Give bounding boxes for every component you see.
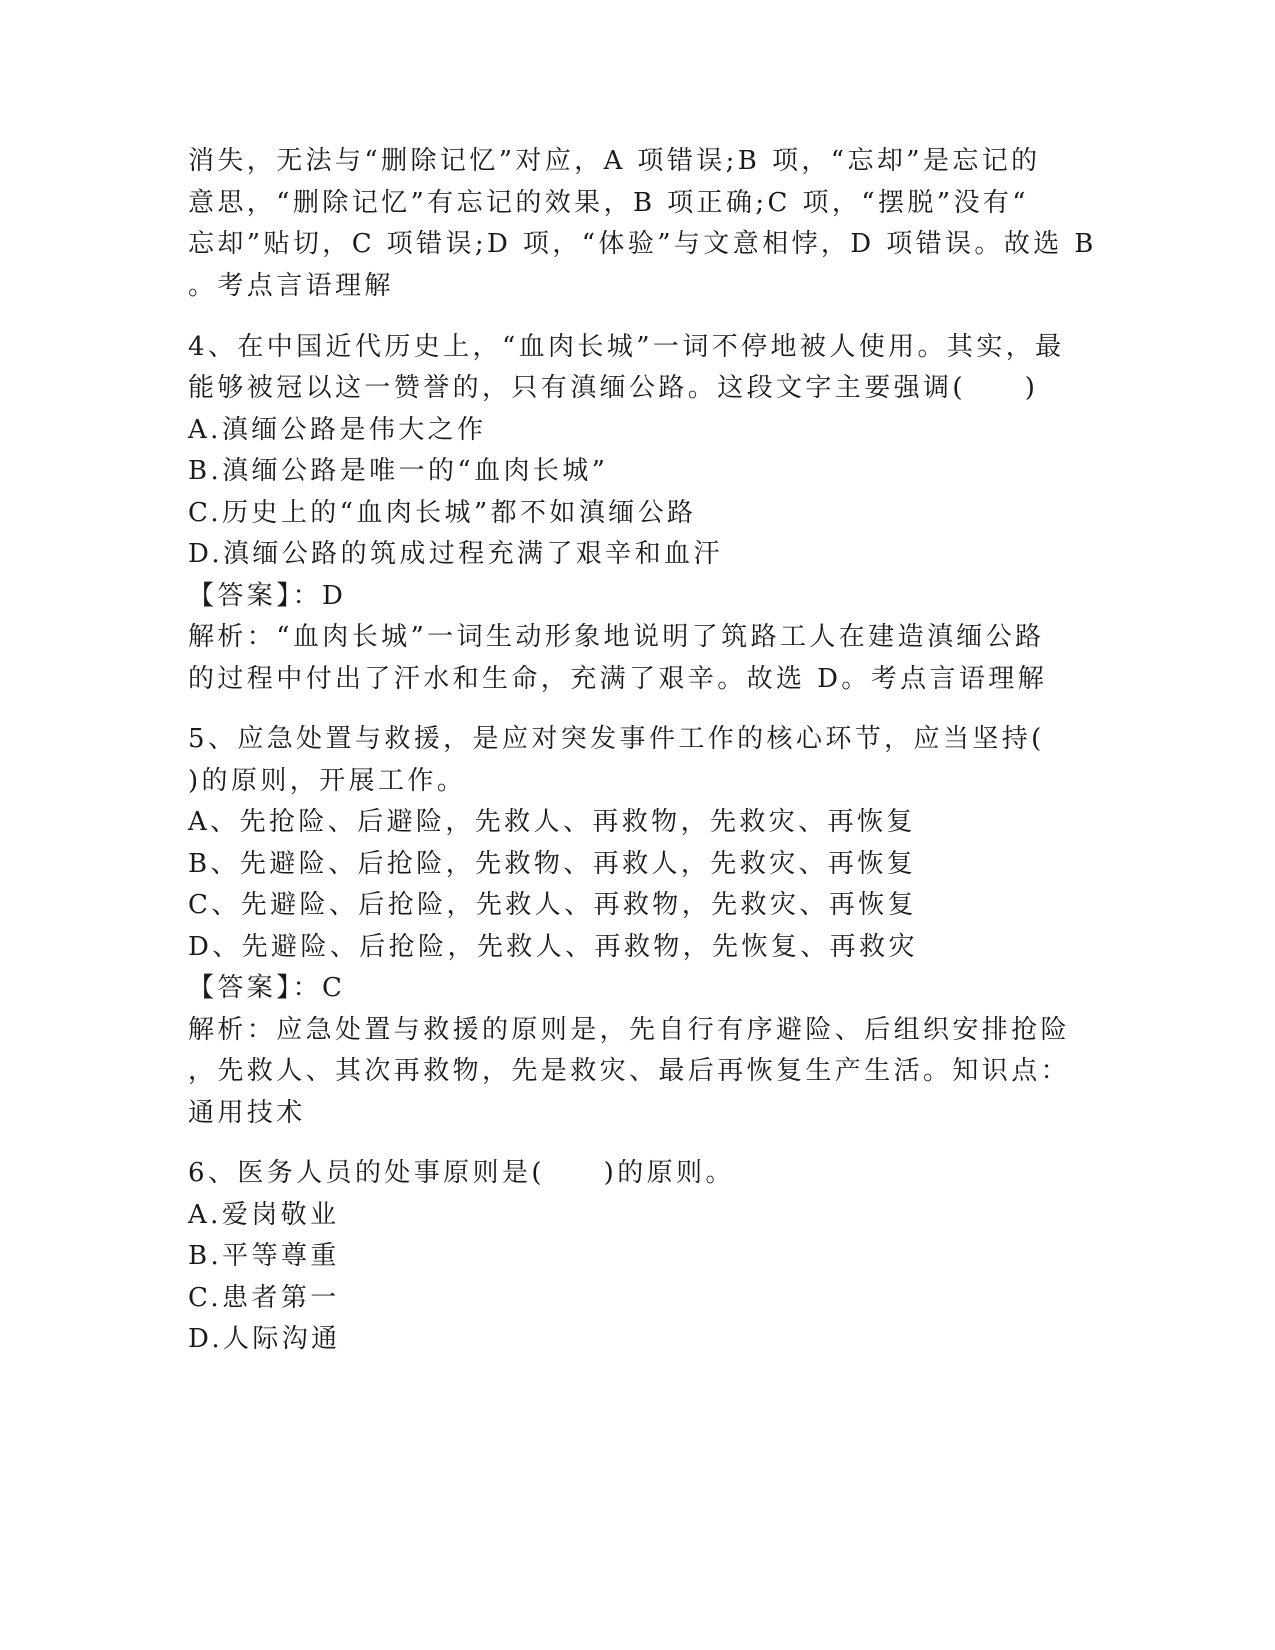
question-4-explanation: 的过程中付出了汗水和生命，充满了艰辛。故选 D。考点言语理解 — [188, 664, 1048, 694]
question-5-explanation: 解析：应急处置与救援的原则是，先自行有序避险、后组织安排抢险 — [188, 1015, 1071, 1045]
question-5-option-b: B、先避险、后抢险，先救物、再救人，先救灾、再恢复 — [188, 849, 917, 879]
question-6-option-a: A.爱岗敬业 — [188, 1200, 340, 1230]
question-6-stem: 6、医务人员的处事原则是( )的原则。 — [188, 1158, 735, 1188]
question-6-option-d: D.人际沟通 — [188, 1324, 341, 1354]
question-5-stem: )的原则，开展工作。 — [188, 766, 467, 796]
question-4-option-b: B.滇缅公路是唯一的“血肉长城” — [188, 456, 609, 486]
question-4-stem: 4、在中国近代历史上，“血肉长城”一词不停地被人使用。其实，最 — [188, 332, 1065, 362]
question-5-stem: 5、应急处置与救援，是应对突发事件工作的核心环节，应当坚持( — [188, 724, 1045, 754]
question-5-option-c: C、先避险、后抢险，先救人、再救物，先救灾、再恢复 — [188, 890, 917, 920]
question-5-answer: 【答案】：C — [188, 973, 346, 1003]
question-4-option-d: D.滇缅公路的筑成过程充满了艰辛和血汗 — [188, 539, 723, 569]
question-4-answer: 【答案】：D — [188, 581, 347, 611]
question-5-option-a: A、先抢险、后避险，先救人、再救物，先救灾、再恢复 — [188, 807, 916, 837]
question-5-explanation: 通用技术 — [188, 1098, 306, 1128]
question-6-option-b: B.平等尊重 — [188, 1241, 340, 1271]
explanation-line: 忘却”贴切，C 项错误;D 项，“体验”与文意相悖，D 项错误。故选 B — [188, 229, 1097, 259]
explanation-line: 消失，无法与“删除记忆”对应，A 项错误;B 项，“忘却”是忘记的 — [188, 146, 1041, 176]
question-4-explanation: 解析：“血肉长城”一词生动形象地说明了筑路工人在建造滇缅公路 — [188, 622, 1045, 652]
explanation-line: 意思，“删除记忆”有忘记的效果，B 项正确;C 项，“摆脱”没有“ — [188, 188, 1029, 218]
question-5-option-d: D、先避险、后抢险，先救人、再救物，先恢复、再救灾 — [188, 932, 918, 962]
question-4-option-a: A.滇缅公路是伟大之作 — [188, 415, 487, 445]
question-6-option-c: C.患者第一 — [188, 1283, 340, 1313]
question-4-option-c: C.历史上的“血肉长城”都不如滇缅公路 — [188, 498, 697, 528]
explanation-line: 。考点言语理解 — [188, 271, 394, 301]
question-4-stem: 能够被冠以这一赞誉的，只有滇缅公路。这段文字主要强调( ) — [188, 373, 1039, 403]
question-5-explanation: ，先救人、其次再救物，先是救灾、最后再恢复生产生活。知识点： — [188, 1056, 1071, 1086]
